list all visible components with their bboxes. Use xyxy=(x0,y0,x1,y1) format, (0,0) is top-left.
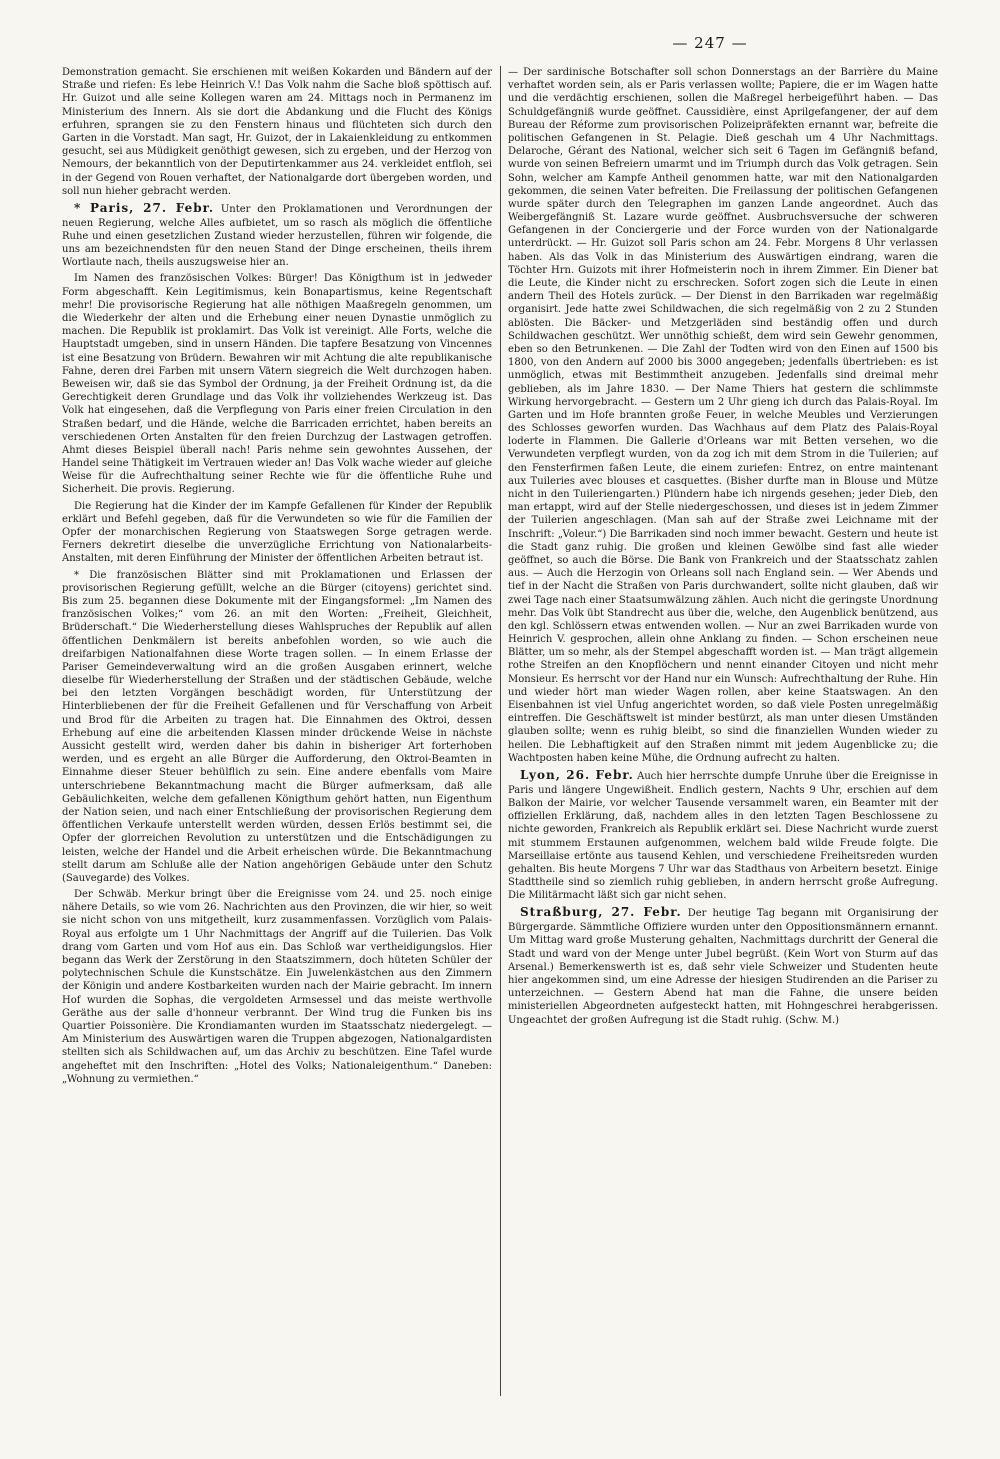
right-column xyxy=(508,66,938,1030)
article-paragraph xyxy=(62,201,492,270)
page-header xyxy=(0,34,1000,52)
article-paragraph: Demonstration gemacht. Sie erschienen mit weißen Kokarden und Bändern auf der Straße und riefen: Es lebe Heinrich V.! Das Volk nahm die Sache bloß spöttisch auf. Hr. Guizot und alle seine Kollegen waren am 24. Mittags noch in Permanenz im Ministerium des Innern. Als sie dort die Abdankung und die Flucht des Königs erfuhren, sprangen sie zu den Fenstern hinaus und flüchteten sich durch den Garten in die Vorstadt. Man sagt, Hr. Guizot, der in Lakaienkleidung zu entkommen gesucht, sei aus Müdigkeit genöthigt gewesen, sich zu ergeben, und der Herzog von Nemours, der bekanntlich von der Deputirtenkammer aus 24. verkleidet entfloh, sei in der Gegend von Rouen verhaftet, der Nationalgarde dort übergeben worden, und soll nun hieher gebracht werden. xyxy=(62,67,492,197)
article-paragraph xyxy=(508,768,938,903)
page-number: — 247 — xyxy=(672,34,748,52)
article-paragraph: Die Regierung hat die Kinder der im Kampfe Gefallenen für Kinder der Republik erklärt und Befehl gegeben, daß für die Verwundeten so wie für die Familien der Opfer der monarchischen Regierung von Staatswegen Sorge getragen werde. Ferners dekretirt dieselbe die unverzügliche Errichtung von Nationalarbeits-Anstalten, mit deren Einführung der Minister der öffentlichen Arbeiten betraut ist. xyxy=(62,500,492,565)
left-column xyxy=(62,66,492,1089)
column-divider xyxy=(500,66,501,1396)
article-paragraph xyxy=(508,905,938,1026)
article-paragraph: Der Schwäb. Merkur bringt über die Ereignisse vom 24. und 25. noch einige nähere Details, so wie vom 26. Nachrichten aus den Provinzen, die wir hier, so weit sie nicht schon von uns mitgetheilt, kurz zusammenfassen. Vorzüglich vom Palais-Royal aus erfolgte um 1 Uhr Nachmittags der Angriff auf die Tuilerien. Das Volk drang vom Garten und vom Hof aus ein. Das Schloß war vertheidigungslos. Hier begann das Werk der Zerstörung in den Staatszimmern, doch hüteten Schüler der polytechnischen Schule die Kunstschätze. Ein Juwelenkästchen aus den Zimmern der Königin und andere Kostbarkeiten wurden nach der Mairie gebracht. Im innern Hof wurden die Sophas, die vergoldeten Armsessel und das meiste werthvolle Geräthe aus der salle d'honneur verbrannt. Der Wind trug die Funken bis ins Quartier Poissonière. Die Krondiamanten wurden im Staatsschatz niedergelegt. — Am Ministerium des Auswärtigen waren die Truppen abgezogen, Nationalgardisten stellten sich als Schildwachen auf, um das Archiv zu beschützen. Eine Tafel wurde angeheftet mit den Inschriften: „Hotel des Volks; Nationaleigenthum.“ Daneben: „Wohnung zu vermiethen.“ xyxy=(62,889,492,1085)
article-text: Der heutige Tag begann mit Organisirung der Bürgergarde. Sämmtliche Offiziere wurden unter den Oppositionsmännern ernannt. Um Mittag ward große Musterung gehalten, Nachmittags durchritt der General die Stadt und ward von der Menge unter Jubel begrüßt. (Kein Wort von Sturm auf das Arsenal.) Bemerkenswerth ist es, daß sehr viele Schweizer und Studenten heute hier angekommen sind, um eine Adresse der hiesigen Studirenden an die Pariser zu unterzeichnen. — Gestern Abend hat man die Fahne, die unsere beiden ministeriellen Abgeordneten aufgesteckt hatten, mit Hohngeschrei herabgerissen. Ungeachtet der großen Aufregung ist die Stadt ruhig. (Schw. M.) xyxy=(508,908,938,1026)
dateline-strassburg: Straßburg, 27. Febr. xyxy=(520,905,682,920)
article-paragraph: * Die französischen Blätter sind mit Proklamationen und Erlassen der provisorischen Regierung gefüllt, welche an die Bürger (citoyens) gerichtet sind. Bis zum 25. begannen diese Dokumente mit der Eingangsformel: „Im Namen des französischen Volkes;“ vom 26. an mit den Worten: „Freiheit, Gleichheit, Brüderschaft.“ Die Wiederherstellung dieses Wahlspruches der Republik auf allen öffentlichen Denkmälern ist bereits anbefohlen worden, so wie auch die dreifarbigen Nationalfahnen diese Worte tragen sollen. — In einem Erlasse der Pariser Gemeindeverwaltung wird an die großen Ausgaben erinnert, welche dieselbe für Wiederherstellung der Straßen und der städtischen Gebäude, welche bei den letzten Vorgängen beschädigt worden, für Unterstützung der Hinterbliebenen der für die Freiheit Gefallenen und für Verschaffung von Arbeit und Brod für die Arbeiten zu tragen hat. Die Einnahmen des Oktroi, dessen Erhebung auf eine die arbeitenden Klassen minder drückende Weise in nächste Aussicht gestellt wird, werden daher bis dahin in bisheriger Art forterhoben werden, und es ergeht an alle Bürger die Aufforderung, den Oktroi-Beamten in Einnahme dieser Steuer behülflich zu sein. Eine andere ebenfalls vom Maire unterschriebene Bekanntmachung macht die Bürger aufmerksam, daß alle Gebäulichkeiten, welche dem gefallenen Königthum gehört hatten, nun Eigenthum der Nation seien, und nach einer Entschließung der provisorischen Regierung dem öffentlichen Verkaufe unterstellt werden würden, dessen Erlös bestimmt sei, die Opfer der glorreichen Revolution zu unterstützen und die Entschädigungen zu leisten, welche der Handel und die Arbeit erheischen würde. Die Bekanntmachung stellt darum am Schluße alle der Nation angehörigen Gebäude unter den Schutz (Sauvegarde) des Volkes. xyxy=(62,569,492,884)
dateline-paris: * Paris, 27. Febr. xyxy=(74,200,215,215)
article-paragraph: Im Namen des französischen Volkes: Bürger! Das Königthum ist in jedweder Form abgeschafft. Kein Legitimismus, kein Bonapartismus, keine Regentschaft mehr! Die provisorische Regierung hat alle nöthigen Maaßregeln genommen, um die Wiederkehr der alten und die Erhebung einer neuen Dynastie unmöglich zu machen. Die Republik ist proklamirt. Das Volk ist vereinigt. Alle Forts, welche die Hauptstadt umgeben, sind in unsern Händen. Die tapfere Besatzung von Vincennes ist eine Besatzung von Brüdern. Bewahren wir mit Achtung die alte republikanische Fahne, deren drei Farben mit unsern Vätern siegreich die Welt durchzogen haben. Beweisen wir, daß sie das Symbol der Ordnung, ja der Freiheit Ordnung ist, da die Gerechtigkeit deren Grundlage und das Volk ihr vollziehendes Werkzeug ist. Das Volk hat eingesehen, daß die Verpflegung von Paris einer freien Circulation in den Straßen bedarf, und die Hände, welche die Barricaden errichtet, haben bereits an verschiedenen Orten Anstalten für den freien Durchzug der Lastwagen getroffen. Ahmt dieses Beispiel überall nach! Paris nehme sein gewohntes Aussehen, der Handel seine Thätigkeit im Vertrauen wieder an! Das Volk wache wieder auf gleiche Weise für die Aufrechthaltung seiner Rechte wie für die öffentliche Ruhe und Sicherheit. Die provis. Regierung. xyxy=(62,273,492,496)
article-text: Auch hier herrschte dumpfe Unruhe über die Ereignisse in Paris und längere Ungewißheit. Endlich gestern, Nachts 9 Uhr, erschien auf dem Balkon der Mairie, vor welcher Tausende versammelt waren, ein Beamter mit der offiziellen Erklärung, daß, nachdem alles in den letzten Tagen Beschlossene zu nichte geworden, Frankreich als Republik erklärt sei. Diese Nachricht wurde zuerst mit stummem Erstaunen aufgenommen, welchem bald wilde Freude folgte. Die Marseillaise ertönte aus tausend Kehlen, und verschiedene Freiheitsreden wurden gehalten. Bis heute Morgens 7 Uhr war das Stadthaus von Arbeitern besetzt. Einige Stadttheile sind so ziemlich ruhig geblieben, in andern herrscht große Aufregung. Die Militärmacht läßt sich gar nicht sehen. xyxy=(508,770,938,902)
dateline-lyon: Lyon, 26. Febr. xyxy=(520,767,634,782)
article-paragraph: — Der sardinische Botschafter soll schon Donnerstags an der Barrière du Maine verhaftet worden sein, als er Paris verlassen wollte; Papiere, die er im Wagen hatte und die verdächtig erschienen, sollen die Maßregel herbeigeführt haben. — Das Schuldgefängniß wurde geöffnet. Caussidière, einst Aprilgefangener, der auf dem Bureau der Réforme zum provisorischen Polizeipräfekten ernannt war, befreite die politischen Gefangenen in St. Pelagie. Dieß geschah um 4 Uhr Nachmittags. Delaroche, Gérant des National, welcher sich seit 6 Tagen im Gefängniß befand, wurde von seinen Befreiern umarmt und im Triumph durch das Volk getragen. Sein Sohn, welcher am Kampfe Antheil genommen hatte, war mit den Nationalgarden gekommen, die seinen Vater befreiten. Die Freilassung der politischen Gefangenen wurde später durch den Telegraphen im ganzen Lande angeordnet. Auch das Weibergefängniß St. Lazare wurde geöffnet. Ausbruchsversuche der schweren Gefangenen in der Conciergerie und der Force wurden von der Nationalgarde unterdrückt. — Hr. Guizot soll Paris schon am 24. Febr. Morgens 8 Uhr verlassen haben. Als das Volk in das Ministerium des Auswärtigen eindrang, waren die Töchter Hrn. Guizots mit ihrer Hofmeisterin noch in ihrem Zimmer. Ein Diener bat die Leute, die Kinder nicht zu erschrecken. Sofort zogen sich die Leute in einen andern Theil des Hotels zurück. — Der Dienst in den Barrikaden war regelmäßig organisirt. Jede hatte zwei Schildwachen, die sich regelmäßig von 2 zu 2 Stunden ablösten. Die Bäcker- und Metzgerläden sind beständig offen und durch Schildwachen geschützt. Wer unnöthig schießt, dem wird sein Gewehr genommen, eben so den Betrunkenen. — Die Zahl der Todten wird von den Einen auf 1500 bis 1800, von den Andern auf 2000 bis 3000 angegeben; jedenfalls übertrieben: es ist unmöglich, etwas mit Bestimmtheit anzugeben. Jedenfalls sind dreimal mehr geblieben, als im Jahre 1830. — Der Name Thiers hat gestern die schlimmste Wirkung hervorgebracht. — Gestern um 2 Uhr gieng ich durch das Palais-Royal. Im Garten und im Hofe brannten große Feuer, in welche Meubles und Verzierungen des Schlosses geworfen wurden. Das Wachhaus auf dem Platz des Palais-Royal loderte in Flammen. Die Gallerie d'Orleans war mit Betten versehen, wo die Verwundeten verpflegt wurden, von da zog ich mit dem Strom in die Tuilerien; auf den Fensterfirmen faßen Leute, die einem zuriefen: Entrez, on entre maintenant aux Tuileries avec blouses et casquettes. (Bisher durfte man in Blouse und Mütze nicht in den Tuileriengarten.) Plündern habe ich nirgends gesehen; jeder Dieb, den man ertappt, wird auf der Stelle niedergeschossen, und dieses ist in jedem Zimmer der Tuilerien angeschlagen. (Man sah auf der Straße zwei Leichname mit der Inschrift: „Voleur.“) Die Barrikaden sind noch immer bewacht. Gestern und heute ist die Stadt ganz ruhig. Die großen und kleinen Gewölbe sind fast alle wieder geöffnet, so auch die Börse. Die Bank von Frankreich und der Staatsschatz zahlen aus. — Auch die Herzogin von Orleans soll nach England sein. — Wer Abends und tief in der Nacht die Straßen von Paris durchwandert, sollte nicht glauben, daß wir zwei Tage nach einer Staatsumwälzung zählen. Auch nicht die geringste Unordnung mehr. Das Volk übt Standrecht aus über die, welche, den Augenblick benützend, aus den kgl. Schlössern etwas entwenden wollen. — Nur an zwei Barrikaden wurde von Heinrich V. gesprochen, allein ohne Anklang zu finden. — Schon erscheinen neue Blätter, um so mehr, als der Stempel abgeschafft worden ist. — Man trägt allgemein rothe Streifen an den Knopflöchern und nennt einander Citoyen und nicht mehr Monsieur. Es herrscht vor der Hand nur ein Wunsch: Aufrechthaltung der Ruhe. Hin und wieder hört man wieder Wagen rollen, aber keine Staatswagen. An den Eisenbahnen ist viel Unfug angerichtet worden, so daß viele Posten unregelmäßig eintreffen. Die Geschäftswelt ist minder bestürzt, als man unter diesen Umständen glauben sollte; wenn es ruhig bleibt, so sind die finanziellen Wunden wieder zu heilen. Die Lebhaftigkeit auf den Straßen nimmt mit jedem Augenblicke zu; die Wachtposten haben keine Mühe, die Ordnung aufrecht zu halten. xyxy=(508,67,938,764)
article-text: Unter den Proklamationen und Verordnungen der neuen Regierung, welche Alles aufbietet, um so rasch als möglich die öffentliche Ruhe und einen gesetzlichen Zustand wieder herzustellen, führen wir folgende, die uns am bezeichnendsten für den neuen Stand der Dinge erscheinen, theils ihrem Wortlaute nach, theils auszugsweise hier an. xyxy=(62,203,492,269)
